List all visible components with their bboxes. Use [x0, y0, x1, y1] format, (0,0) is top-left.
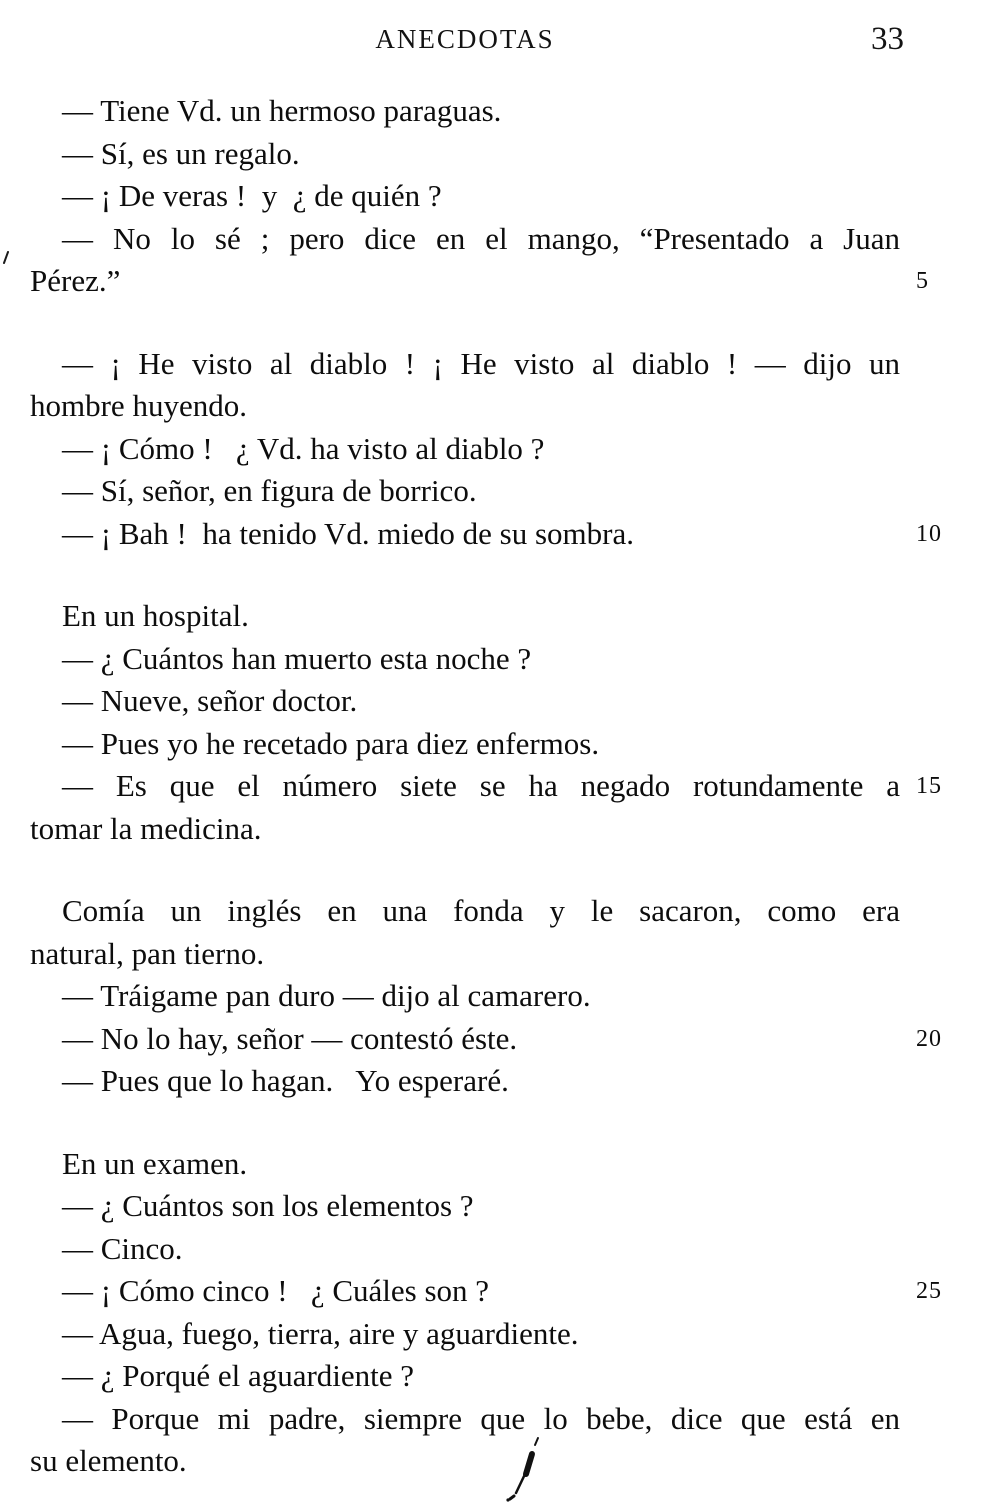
running-head [30, 21, 904, 57]
text-line: Comía un inglés en una fonda y le sacaron, como era [62, 893, 900, 928]
text-line: — No lo hay, señor — contestó éste. 20 [62, 1020, 942, 1056]
margin-line-number: 20 [916, 1025, 942, 1052]
text-line: — No lo sé ; pero dice en el mango, “Presentado a Juan [62, 220, 900, 256]
text-line: — Nueve, señor doctor. [62, 683, 358, 718]
text-line: — ¿ Cuántos han muerto esta noche ? [62, 640, 532, 676]
text-line: — Sí, es un regalo. [62, 135, 300, 171]
text-line: — Tráigame pan duro — dijo al camarero. [62, 978, 591, 1013]
text-line: Pérez.” 5 [30, 263, 929, 298]
text-line: — Sí, señor, en figura de borrico. [62, 473, 477, 508]
text-line: — Pues yo he recetado para diez enfermos. [62, 725, 600, 761]
text-line: — ¡ De veras ! y ¿ de quién ? [62, 178, 442, 213]
anecdote-section [30, 890, 942, 1103]
text-line: su elemento. [30, 1443, 187, 1478]
ink-smudge [498, 1430, 550, 1506]
text-line: — Es que el número siete se ha negado rotundamente a 15 [62, 768, 942, 803]
text-column [30, 21, 942, 1483]
text-line: — Cinco. [62, 1230, 183, 1266]
margin-line-number: 10 [916, 520, 942, 547]
anecdote-section [30, 90, 929, 303]
text-line: — ¡ Bah ! ha tenido Vd. miedo de su sombra. 10 [62, 515, 942, 551]
text-line: En un examen. [62, 1145, 248, 1181]
text-line: — Agua, fuego, tierra, aire y aguardiente. [62, 1315, 579, 1351]
stray-ink-tick [2, 250, 12, 268]
text-line: — ¡ He visto al diablo ! ¡ He visto al diablo ! — dijo un [62, 345, 900, 381]
text-line: — ¿ Cuántos son los elementos ? [62, 1188, 474, 1223]
text-line: — Pues que lo hagan. Yo esperaré. [62, 1063, 509, 1098]
text-line: tomar la medicina. [30, 810, 262, 846]
page-title: ANECDOTAS [375, 24, 555, 54]
text-line: — ¿ Porqué el aguardiente ? [62, 1358, 415, 1393]
text-line: — ¡ Cómo cinco ! ¿ Cuáles son ? 25 [62, 1273, 942, 1308]
text-line: En un hospital. [62, 598, 249, 633]
anecdote-section [30, 343, 942, 556]
margin-line-number: 15 [916, 773, 942, 799]
text-line: natural, pan tierno. [30, 935, 265, 971]
text-line: — Tiene Vd. un hermoso paraguas. [62, 93, 502, 128]
anecdote-section [30, 595, 942, 850]
text-line: hombre huyendo. [30, 388, 247, 423]
page-number: 33 [871, 21, 904, 57]
margin-line-number: 25 [916, 1278, 942, 1304]
text-line: — Porque mi padre, siempre que lo bebe, dice que está en [62, 1400, 900, 1436]
text-line: — ¡ Cómo ! ¿ Vd. ha visto al diablo ? [62, 430, 545, 466]
anecdote-section [30, 1143, 942, 1483]
margin-line-number: 5 [916, 268, 929, 294]
